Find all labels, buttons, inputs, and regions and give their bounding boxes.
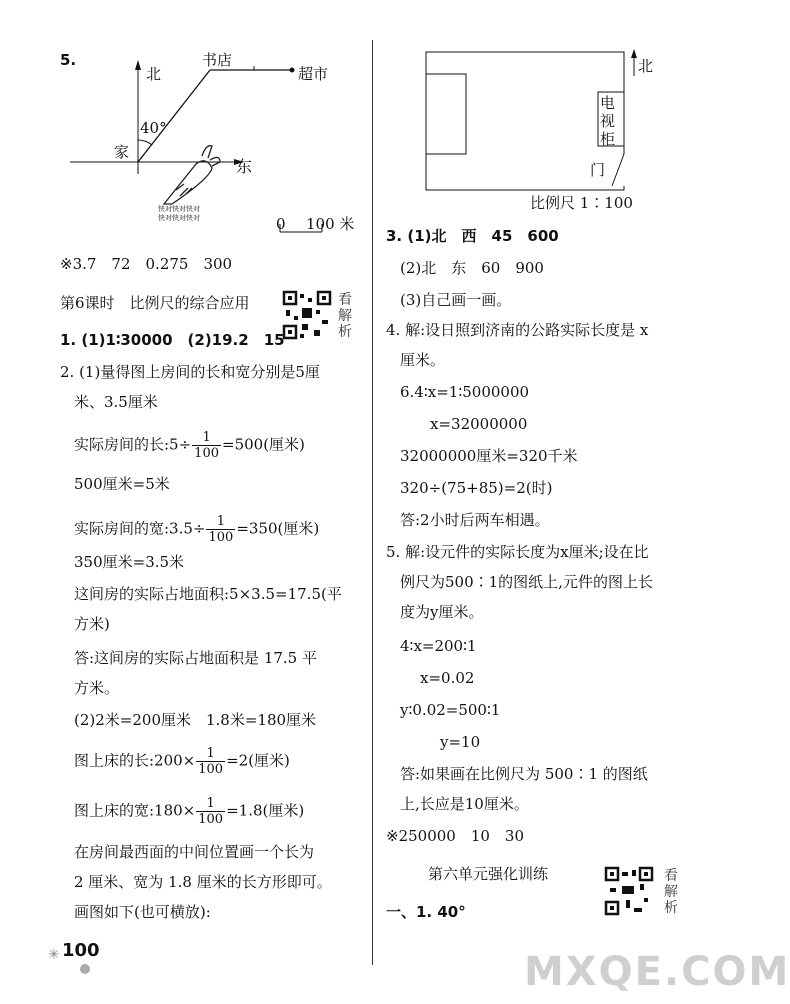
room-width-meters: 350厘米=3.5米 [74,553,185,571]
room-plan-diagram [422,46,662,194]
answer-line-2: 方米。 [74,679,120,697]
qr-code-icon[interactable] [604,866,654,916]
view-analysis-label-2[interactable]: 看解析 [664,868,678,916]
question-2-part-2: (2)2米=200厘米 1.8米=180厘米 [74,711,317,729]
question-5-line-2: 例尺为500∶1的图纸上,元件的图上长 [400,573,653,591]
question-4-line-1: 4. 解:设日照到济南的公路实际长度是 x [386,321,649,339]
question-5-line-5: x=0.02 [420,669,475,687]
question-5-line-7: y=10 [440,733,481,751]
room-length-calc: 实际房间的长:5÷ $\frac{1}{100}$ =500(厘米) [74,430,305,461]
question-4-answer: 答:2小时后两车相遇。 [400,511,550,529]
star-decoration-icon: ✳ [48,947,60,963]
bed-length-calc: 图上床的长:200× $\frac{1}{100}$ =2(厘米) [74,746,290,777]
question-5-line-4: 4∶x=200∶1 [400,637,477,655]
room-north-label: 北 [638,57,654,75]
question-2-line-1: 2. (1)量得图上房间的长和宽分别是5厘 [60,363,320,381]
fraction: $\frac{1}{100}$ [198,746,224,777]
page-number: 100 [62,940,100,961]
supermarket-label: 超市 [298,65,329,83]
question-2-line-2: 米、3.5厘米 [74,393,158,411]
draw-instruction-3: 画图如下(也可横放): [74,903,211,921]
question-3-3: (3)自己画一画。 [400,291,512,309]
fraction: $\frac{1}{100}$ [208,514,234,545]
watermark-text: MXQE.COM [524,949,790,995]
qr-code-icon[interactable] [282,290,332,340]
fraction: $\frac{1}{100}$ [194,430,219,461]
question-5-line-6: y∶0.02=500∶1 [400,701,501,719]
question-5-line-3: 度为y厘米。 [400,603,484,621]
part-1-answer: 一、1. 40° [386,903,466,921]
room-area-line-1: 这间房的实际占地面积:5×3.5=17.5(平 [74,585,342,603]
room-area-line-2: 方米) [74,615,110,633]
question-4-line-2: 厘米。 [400,351,446,369]
question-1: 1. (1)1∶30000 (2)19.2 15 [60,331,285,349]
scale-value: 100 米 [306,215,355,233]
tv-cabinet-label: 电视柜 [600,94,616,148]
fraction: $\frac{1}{100}$ [198,796,224,827]
question-4-line-3: 6.4∶x=1∶5000000 [400,383,530,401]
carrot-logo-icon [164,146,220,204]
question-4-line-6: 320÷(75+85)=2(时) [400,479,553,497]
lesson-title: 第6课时 比例尺的综合应用 [60,294,250,312]
draw-instruction-1: 在房间最西面的中间位置画一个长为 [74,843,315,861]
logo-text-1: 快对快对快对 [158,205,200,213]
question-5-answer-1: 答:如果画在比例尺为 500∶1 的图纸 [400,765,648,783]
door-label: 门 [590,161,606,179]
question-3-1: 3. (1)北 西 45 600 [386,227,559,245]
room-length-meters: 500厘米=5米 [74,475,170,493]
view-analysis-label[interactable]: 看解析 [338,292,352,340]
question-5-answer-2: 上,长应是10厘米。 [400,795,529,813]
star-answers: ※3.7 72 0.275 300 [60,255,233,273]
room-width-calc: 实际房间的宽:3.5÷ $\frac{1}{100}$ =350(厘米) [74,514,320,545]
angle-label: 40° [140,119,167,137]
unit-title: 第六单元强化训练 [428,865,549,883]
logo-text-2: 快对快对快对 [158,214,200,222]
page-dot-icon [80,964,90,974]
column-divider [372,40,373,965]
question-5-number: 5. [60,51,77,69]
bed-width-calc: 图上床的宽:180× $\frac{1}{100}$ =1.8(厘米) [74,796,305,827]
question-4-line-5: 32000000厘米=320千米 [400,447,578,465]
draw-instruction-2: 2 厘米、宽为 1.8 厘米的长方形即可。 [74,873,332,891]
home-label: 家 [114,143,130,161]
question-4-line-4: x=32000000 [430,415,528,433]
room-scale-label: 比例尺 1∶100 [530,194,633,212]
question-3-2: (2)北 东 60 900 [400,259,544,277]
answer-line-1: 答:这间房的实际占地面积是 17.5 平 [74,649,317,667]
east-label: 东 [236,157,253,176]
scale-zero: 0 [276,215,286,233]
star-answers-2: ※250000 10 30 [386,827,525,845]
north-label: 北 [146,65,162,83]
question-5-line-1: 5. 解:设元件的实际长度为x厘米;设在比 [386,543,649,561]
bookstore-label: 书店 [202,51,233,69]
